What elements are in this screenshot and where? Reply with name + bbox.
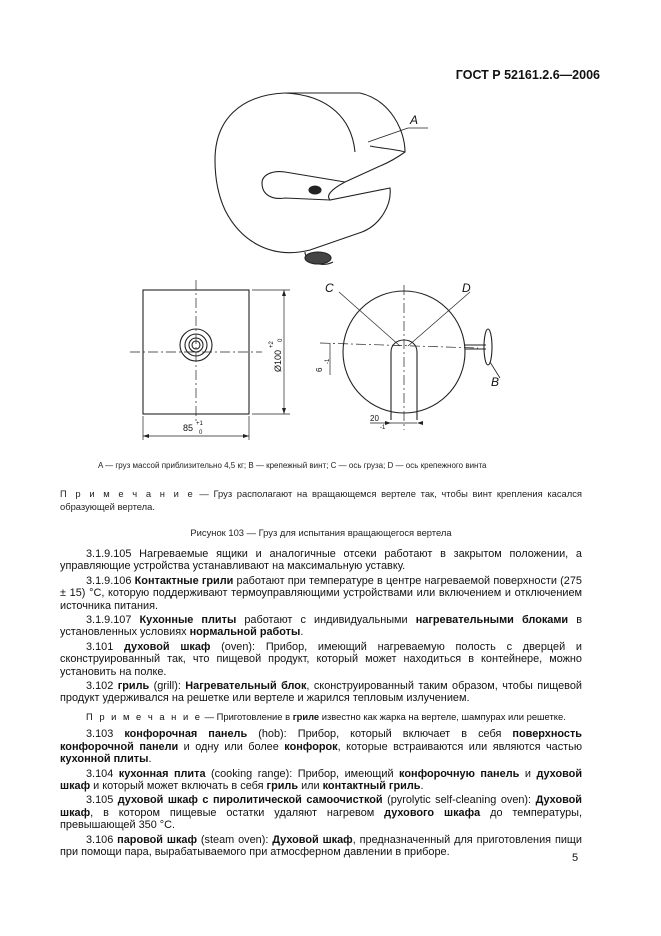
para-3-101: 3.101 духовой шкаф (oven): Прибор, имеющий нагреваемую полость с дверцей и сконструированный так, что пищевой продукт, который может находиться в контейнере, можно установить на полке. [60, 640, 582, 678]
weight-3d-view [215, 93, 428, 264]
document-header: ГОСТ Р 52161.2.6—2006 [455, 68, 600, 82]
page-number: 5 [572, 852, 579, 864]
dim-diameter: Ø100 [273, 349, 283, 372]
dim-width: 85 [183, 423, 194, 433]
dim-slot: 20 [370, 414, 379, 423]
figure-103-drawing [0, 0, 661, 460]
figure-legend: A — груз массой приблизительно 4,5 кг; B — крепежный винт; C — ось груза; D — ось крепежного винта [98, 461, 487, 470]
para-3-104: 3.104 кухонная плита (cooking range): Прибор, имеющий конфорочную панель и духовой шкаф и который может включать в себя гриль или контактный гриль. [60, 767, 583, 792]
svg-text:0: 0 [199, 430, 203, 436]
label-d: D [462, 281, 471, 295]
figure-caption: Рисунок 103 — Груз для испытания вращающегося вертела [190, 527, 452, 538]
body-text [60, 548, 582, 860]
svg-text:+2: +2 [269, 341, 275, 348]
weight-side-view [320, 285, 500, 430]
para-3-1-9-106: 3.1.9.106 Контактные грили работают при температуре в центре нагреваемой поверхности (275 ± 15) °С, которую поддерживают термоуправляющими устройствами или включением и отключением источника питания. [60, 574, 582, 612]
svg-text:-1: -1 [325, 358, 331, 364]
para-3-102: 3.102 гриль (grill): Нагревательный блок, сконструированный таким образом, чтобы пищевой продукт удерживался на решетке или вертеле и жарился тепловым излучением. [60, 680, 582, 705]
svg-text:0: 0 [278, 338, 284, 342]
para-3-1-9-107: 3.1.9.107 Кухонные плиты работают с индивидуальными нагревательными блоками в установленных условиях нормальной работы. [60, 614, 583, 639]
label-a: A [410, 113, 419, 127]
para-3-106: 3.106 паровой шкаф (steam oven): Духовой шкаф, предназначенный для приготовления пищи при помощи пара, вырабатываемого при атмосферном давлении в приборе. [60, 833, 582, 858]
figure-note: П р и м е ч а н и е — Груз располагают на вращающемся вертеле так, чтобы винт крепления касался образующей вертела. [60, 488, 582, 512]
dim-small: 6 [315, 367, 324, 372]
note-grill: П р и м е ч а н и е — Приготовление в гриле известно как жарка на вертеле, шампурах или решетке. [86, 710, 566, 722]
weight-front-view [130, 280, 290, 440]
para-3-1-9-105: 3.1.9.105 Нагреваемые ящики и аналогичные отсеки работают в закрытом положении, а управляющие устройства устанавливают на максимальную уставку. [60, 548, 582, 573]
para-3-105: 3.105 духовой шкаф с пиролитической самоочисткой (pyrolytic self-cleaning oven): Духовой шкаф, в котором пищевые остатки удаляют нагревом духового шкафа до температуры, превышающей 350 °С. [60, 794, 582, 832]
label-c: C [325, 281, 334, 295]
svg-text:-1: -1 [380, 425, 386, 431]
svg-text:+1: +1 [196, 421, 203, 427]
label-b: B [491, 375, 500, 389]
para-3-103: 3.103 конфорочная панель (hob): Прибор, который включает в себя поверхность конфорочной панели и одну или более конфорок, которые встраиваются или являются частью кухонной плиты. [60, 728, 582, 766]
